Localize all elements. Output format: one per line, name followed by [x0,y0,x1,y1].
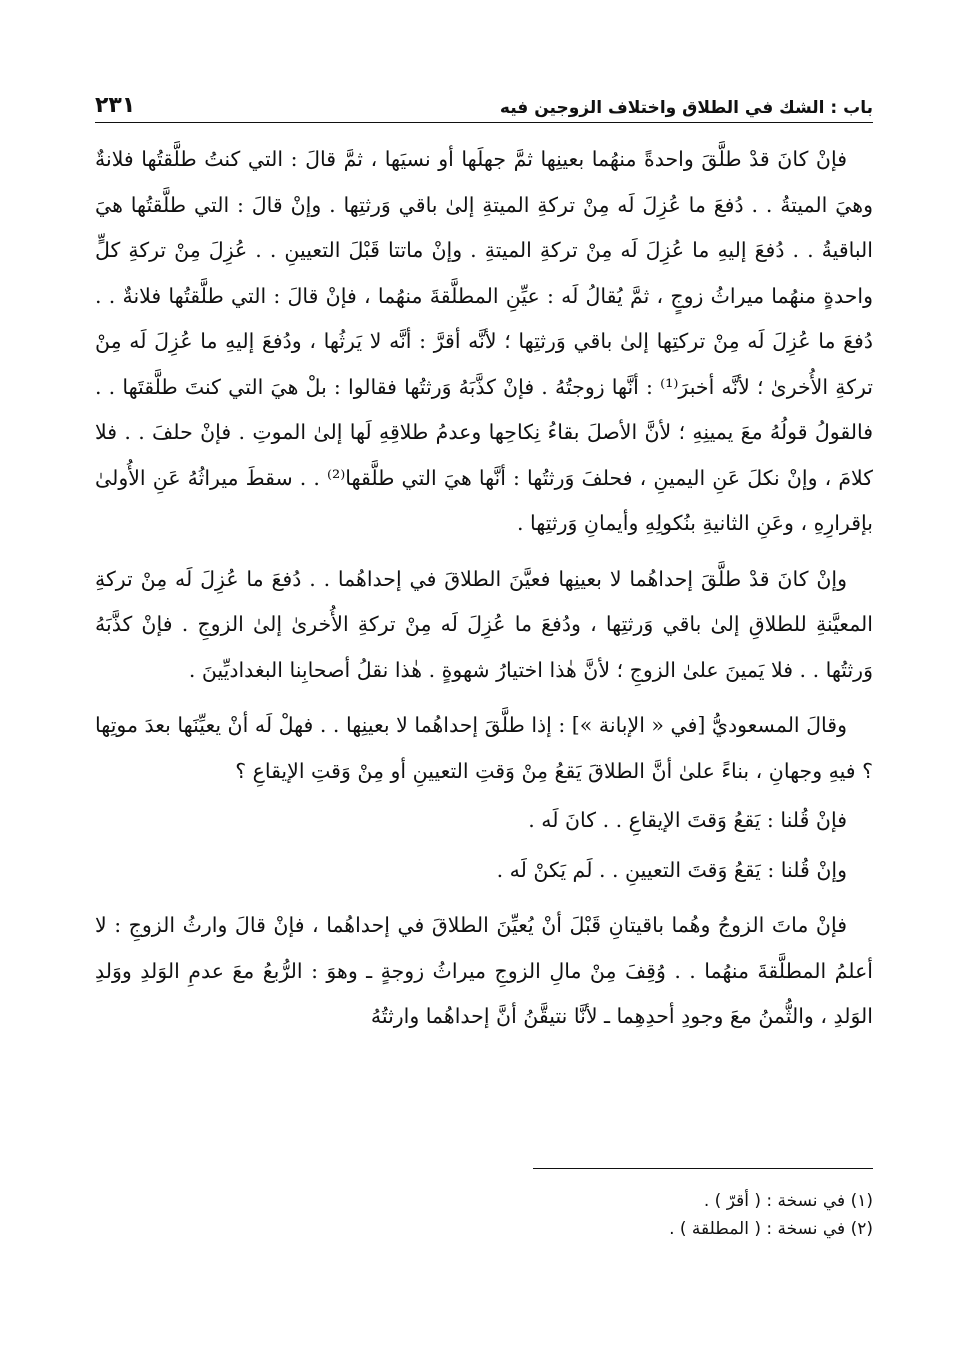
footnote-1: (١) في نسخة : ( أقرّ ) . [703,1191,873,1211]
footnote-divider [533,1168,873,1169]
paragraph-2: وإنْ كانَ قدْ طلَّقَ إحداهُما لا بعينِها فعيَّنَ الطلاقَ في إحداهُما . . دُفعَ ما عُزِلَ لَه مِنْ تركةِ المعيَّنةِ للطلاقِ إلىٰ باقي وَرثتِها ، ودُفعَ ما عُزِلَ لَه مِنْ تركةِ الأُخرىٰ إلىٰ الزوجِ . فإنْ كذَّبَهُ وَرثتُها . . فلا يَمينَ علىٰ الزوجِ ؛ لأنَّ هٰذا اختيارُ شهوةٍ . هٰذا نقلُ أصحابِنا البغداديِّينَ . [95,566,873,682]
paragraph-4: فإنْ قُلنا : يَقعُ وَقتَ الإيقاعِ . . كانَ لَه . [528,808,847,832]
body-text [95,137,873,1040]
document-page [95,78,873,1050]
paragraph-6: فإنْ ماتَ الزوجُ وهُما باقيتانِ قَبْلَ أنْ يُعيِّنَ الطلاقَ في إحداهُما ، فإنْ قالَ وارثُ الزوجِ : لا أعلمُ المطلَّقةَ منهُما . . وُقِفَ مِنْ مالِ الزوجِ ميراثُ زوجةٍ ـ وهوَ : الرُّبعُ معَ عدمِ الوَلدِ ووَلدِ الوَلدِ ، والثُّمنُ معَ وجودِ أحدِهِما ـ لأنَّا نتيقَّنُ أنَّ إحداهُما وارثتُهُ [95,913,873,1028]
footnote-2: (٢) في نسخة : ( المطلقة ) . [669,1219,873,1239]
paragraph-5: وإنْ قُلنا : يَقعُ وَقتَ التعيينِ . . لَم يَكنْ لَه . [496,857,847,882]
chapter-title: باب : الشك في الطلاق واختلاف الزوجين فيه [499,98,873,118]
paragraph-3: وقالَ المسعوديُّ [في « الإبانة »] : إذا طلَّقَ إحداهُما لا بعينِها . . فهلْ لَه أنْ يعيِّنَها بعدَ موتِها ؟ فيهِ وجهانِ ، بناءً علىٰ أنَّ الطلاقَ يَقعُ مِنْ وَقتِ التعيينِ أو مِنْ وَقتِ الإيقاعِ ؟ [95,713,873,783]
running-header [95,78,873,123]
footnotes [95,1168,873,1243]
paragraph-1: فإنْ كانَ قدْ طلَّقَ واحدةً منهُما بعينِها ثمَّ جهلَها أو نسيَها ، ثمَّ قالَ : التي كنتُ طلَّقتُها فلانةٌ وهيَ الميتةُ . . دُفعَ ما عُزِلَ لَه مِنْ تركةِ الميتةِ إلىٰ باقي وَرثتِها . وإنْ قالَ : التي طلَّقتُها هيَ الباقيةُ . . دُفعَ إليهِ ما عُزِلَ لَه مِنْ تركةِ الميتةِ . وإنْ ماتتا قَبْلَ التعيينِ . . عُزِلَ مِنْ تركةِ كلٍّ واحدةٍ منهُما ميراثُ زوجٍ ، ثمَّ يُقالُ لَه : عيِّنِ المطلَّقةَ منهُما ، فإنْ قالَ : التي طلَّقتُها فلانةٌ . . دُفعَ ما عُزِلَ لَه مِنْ تركتِها إلىٰ باقي وَرثتِها ؛ لأنَّه أقرَّ : أنَّه لا يَرثُها ، ودُفعَ إليهِ ما عُزِلَ لَه مِنْ تركةِ الأُخرىٰ ؛ لأنَّه أخبرَ⁽¹⁾ : أنَّها زوجتُهُ . فإنْ كذَّبَهُ وَرثتُها فقالوا : بلْ هيَ التي كنتَ طلَّقتَها . . فالقولُ قولُهُ معَ يمينِهِ ؛ لأنَّ الأصلَ بقاءُ نِكاحِها وعدمُ طلاقِهِ لَها إلىٰ الموتِ . فإنْ حلفَ . . فلا كلامَ ، وإنْ نكلَ عَنِ اليمينِ ، فحلفَ وَرثتُها : أنَّها هيَ التي طلَّقها⁽²⁾ . . سقطَ ميراثُهُ عَنِ الأُولىٰ بإقرارِهِ ، وعَنِ الثانيةِ بنُكولِهِ وأيمانِ وَرثتِها . [95,147,874,535]
page-number: ٢٣١ [95,93,136,118]
